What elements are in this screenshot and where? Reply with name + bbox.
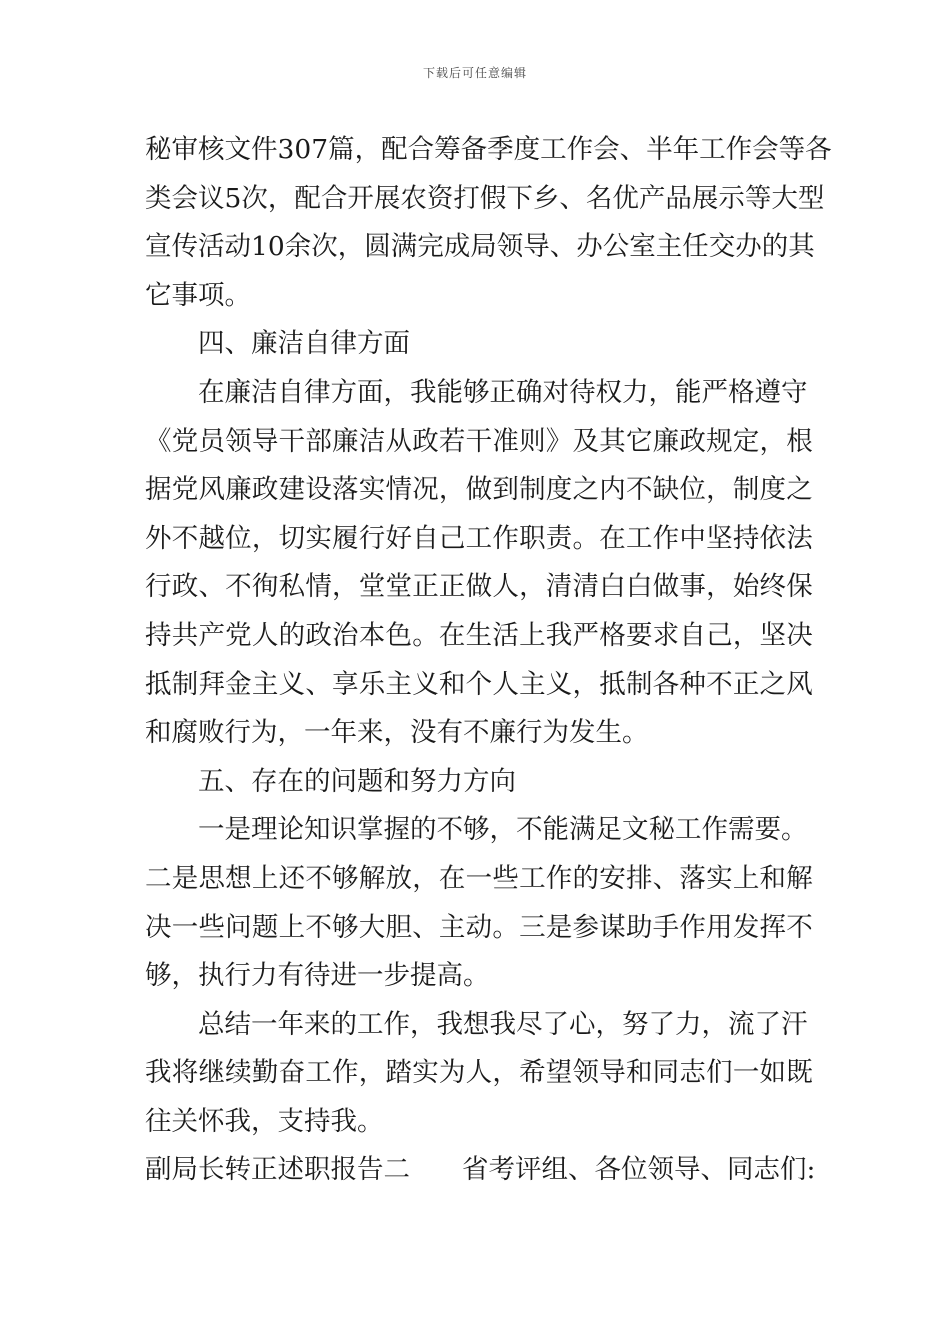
section-heading: 五、存在的问题和努力方向	[198, 765, 516, 797]
report-title: 副局长转正述职报告二	[145, 1154, 410, 1186]
paragraph-line: 据 党 风 廉 政 建 设 落 实 情 况 ， 做 到 制 度 之 内 不 缺 位 ， 制 度 之	[145, 474, 813, 506]
paragraph-line: 秘 审 核 文 件 3 0 7 篇 ， 配 合 筹 备 季 度 工 作 会 、 半 年 工 作 会 等 各	[145, 134, 832, 165]
paragraph-line: 它事项。	[145, 279, 251, 311]
salutation: 省考评组、各位领导、同志们:	[462, 1154, 816, 1186]
paragraph-line: 《 党 员 领 导 干 部 廉 洁 从 政 若 干 准 则 》 及 其 它 廉 政 规 定 ， 根	[145, 425, 813, 457]
paragraph-line: 外 不 越 位 ， 切 实 履 行 好 自 己 工 作 职 责 。 在 工 作 中 坚 持 依 法	[145, 522, 813, 554]
paragraph-line: 我 将 继 续 勤 奋 工 作 ， 踏 实 为 人 ， 希 望 领 导 和 同 志 们 一 如 既	[145, 1057, 813, 1089]
paragraph-line: 宣 传 活 动 1 0 余 次 ， 圆 满 完 成 局 领 导 、 办 公 室 主 任 交 办 的 其	[145, 231, 815, 263]
paragraph-line: 一是理论知识掌握的不够，不能满足文秘工作需要。	[198, 814, 808, 846]
paragraph-line: 二 是 思 想 上 还 不 够 解 放 ， 在 一 些 工 作 的 安 排 、 落 实 上 和 解	[145, 862, 813, 894]
paragraph-line: 够，执行力有待进一步提高。	[145, 960, 490, 992]
paragraph-line: 抵 制 拜 金 主 义 、 享 乐 主 义 和 个 人 主 义 ， 抵 制 各 种 不 正 之 风	[145, 668, 813, 700]
paragraph-line: 在廉洁自律方面，我能够正确对待权力，能严格遵守	[198, 376, 808, 408]
paragraph-line: 类 会 议 5 次 ， 配 合 开 展 农 资 打 假 下 乡 、 名 优 产 品 展 示 等 大 型	[145, 182, 825, 214]
document-body	[145, 126, 832, 1195]
paragraph-line: 决 一 些 问 题 上 不 够 大 胆 、 主 动 。 三 是 参 谋 助 手 作 用 发 挥 不	[145, 911, 813, 943]
paragraph-line: 持 共 产 党 人 的 政 治 本 色 。 在 生 活 上 我 严 格 要 求 自 己 ， 坚 决	[145, 619, 813, 651]
page-header-note: 下载后可任意编辑	[422, 66, 527, 80]
closing-line	[145, 1146, 816, 1195]
section-heading: 四、廉洁自律方面	[198, 328, 410, 360]
paragraph-line: 和腐败行为，一年来，没有不廉行为发生。	[145, 717, 649, 749]
paragraph-line: 总结一年来的工作，我想我尽了心，努了力，流了汗	[198, 1008, 808, 1040]
paragraph-line: 行 政 、 不 徇 私 情 ， 堂 堂 正 正 做 人 ， 清 清 白 白 做 事 ， 始 终 保	[145, 571, 813, 603]
paragraph-line: 往关怀我，支持我。	[145, 1105, 384, 1137]
